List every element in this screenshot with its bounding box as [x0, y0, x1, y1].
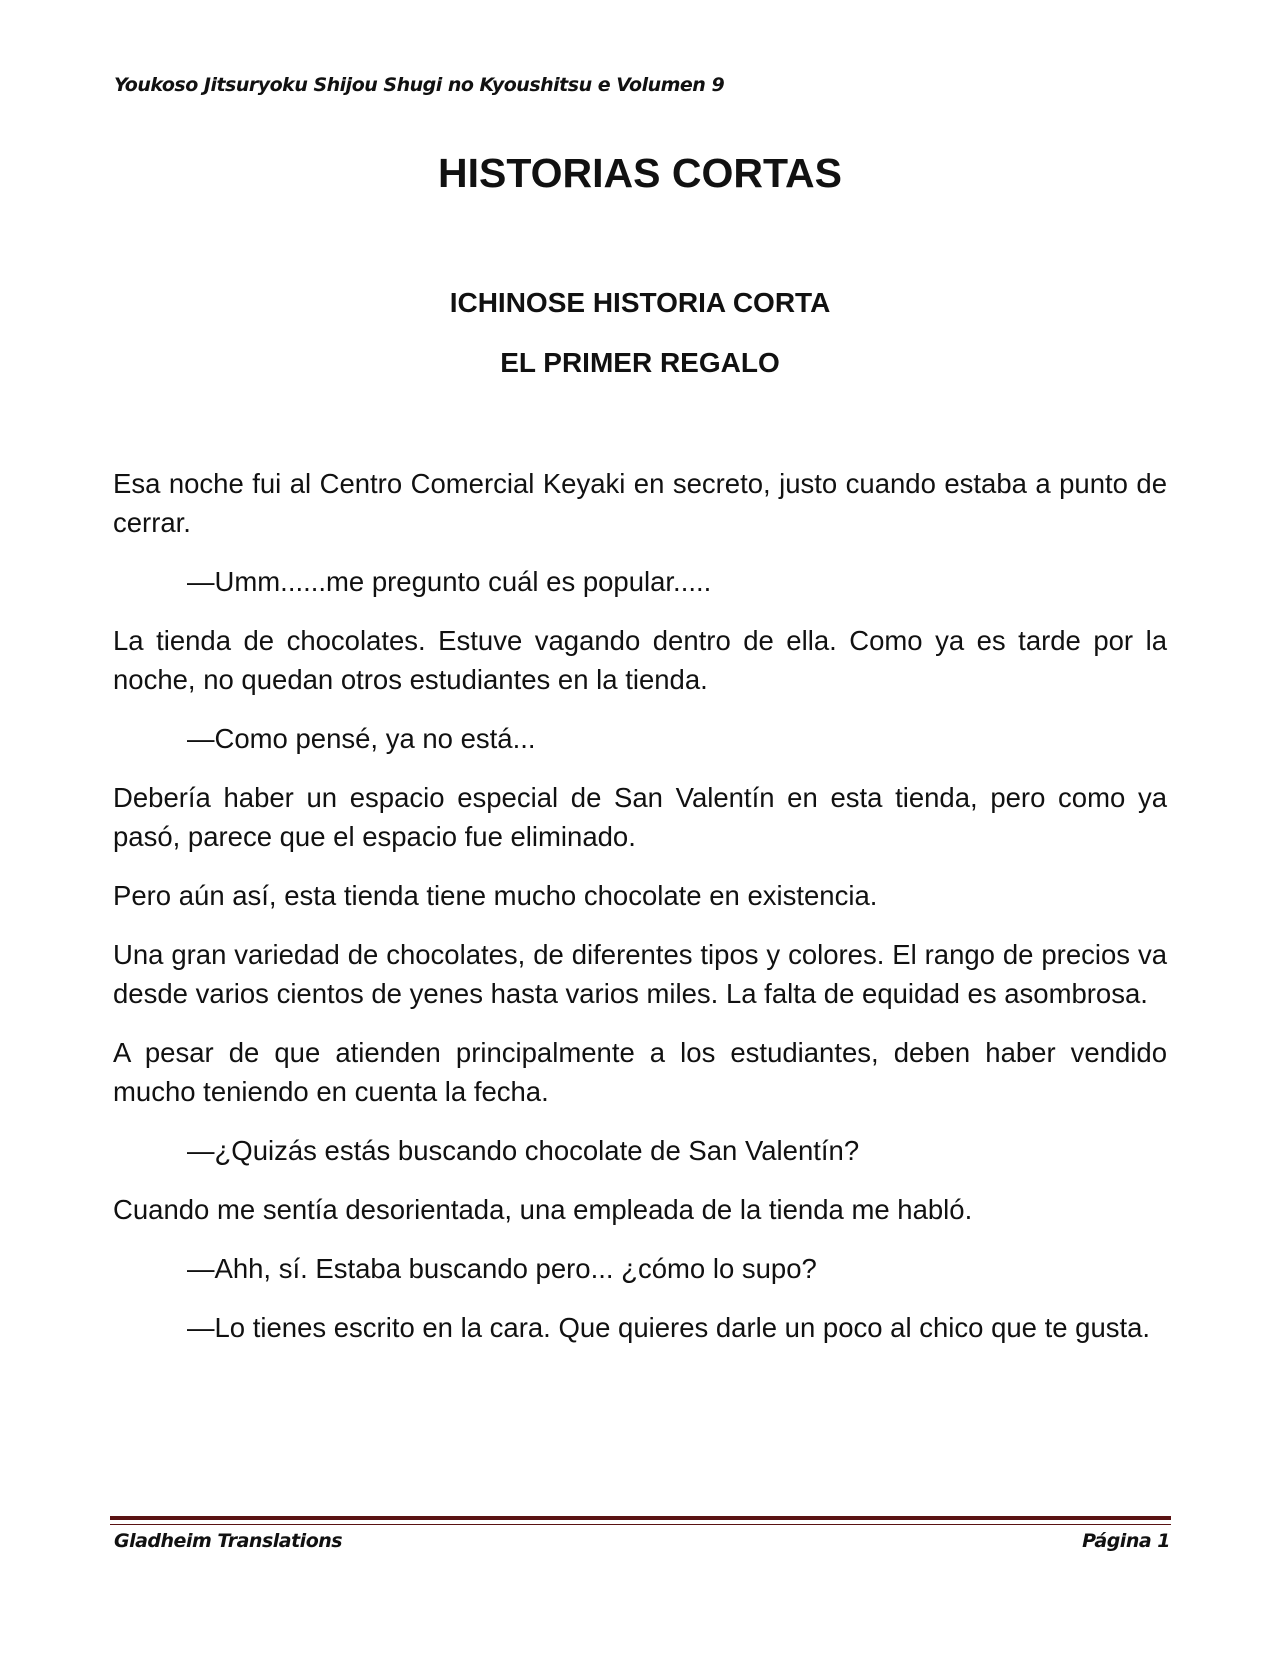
footer-divider-thin [110, 1524, 1171, 1525]
footer-divider [110, 1516, 1171, 1520]
dialogue-paragraph: —Lo tienes escrito en la cara. Que quieres darle un poco al chico que te gusta. [187, 1312, 1151, 1343]
dialogue-paragraph: —¿Quizás estás buscando chocolate de San Valentín? [187, 1135, 860, 1166]
paragraph: Esa noche fui al Centro Comercial Keyaki en secreto, justo cuando estaba a punto de cerrar. [113, 468, 1167, 538]
dialogue-paragraph: —Como pensé, ya no está... [187, 723, 536, 754]
body-text [113, 464, 1167, 1367]
paragraph: La tienda de chocolates. Estuve vagando dentro de ella. Como ya es tarde por la noche, no quedan otros estudiantes en la tienda. [113, 625, 1167, 695]
paragraph: Pero aún así, esta tienda tiene mucho chocolate en existencia. [113, 880, 878, 911]
dialogue-paragraph: —Umm......me pregunto cuál es popular..... [187, 566, 712, 597]
story-subtitle: ICHINOSE HISTORIA CORTA [449, 287, 831, 318]
paragraph: A pesar de que atienden principalmente a los estudiantes, deben haber vendido mucho teniendo en cuenta la fecha. [113, 1037, 1167, 1107]
paragraph: Cuando me sentía desorientada, una empleada de la tienda me habló. [113, 1194, 973, 1225]
footer-page-number: Página 1 [1082, 1530, 1170, 1552]
page-title: HISTORIAS CORTAS [438, 150, 842, 196]
footer-publisher: Gladheim Translations [114, 1530, 343, 1552]
running-header: Youkoso Jitsuryoku Shijou Shugi no Kyoushitsu e Volumen 9 [114, 74, 725, 96]
paragraph: Una gran variedad de chocolates, de diferentes tipos y colores. El rango de precios va desde varios cientos de yenes hasta varios miles. La falta de equidad es asombrosa. [113, 939, 1167, 1009]
chapter-subtitle: EL PRIMER REGALO [500, 347, 780, 378]
dialogue-paragraph: —Ahh, sí. Estaba buscando pero... ¿cómo lo supo? [187, 1253, 817, 1284]
paragraph: Debería haber un espacio especial de San Valentín en esta tienda, pero como ya pasó, parece que el espacio fue eliminado. [113, 782, 1167, 852]
